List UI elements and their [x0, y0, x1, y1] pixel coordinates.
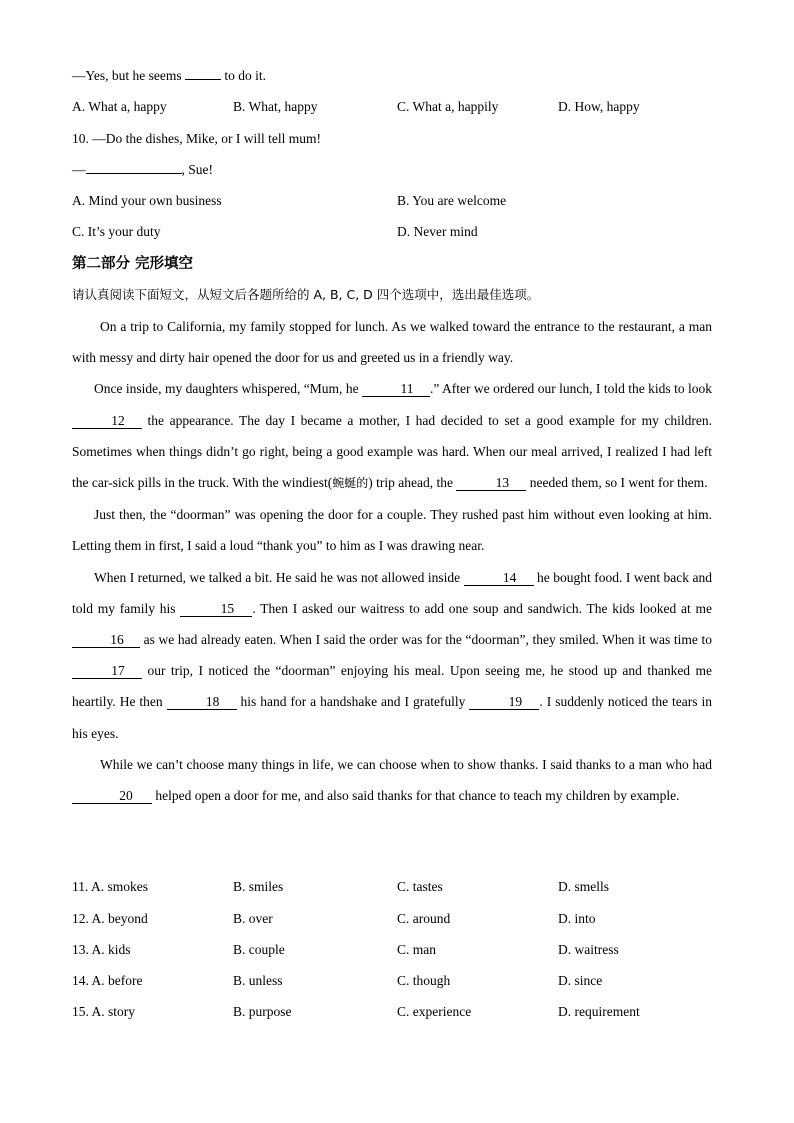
- q9-option-b: B. What, happy: [233, 99, 318, 114]
- q10-prompt: 10. —Do the dishes, Mike, or I will tell mum!: [72, 131, 321, 146]
- passage-paragraph-5: [72, 749, 712, 811]
- q10-reply-prefix: —: [72, 162, 86, 177]
- q10-options-row1: [72, 191, 732, 211]
- q9-blank: [185, 79, 221, 80]
- blank-14: 14: [464, 571, 534, 586]
- p4-text-c: . Then I asked our waitress to add one soup and sandwich. The kids looked at me: [252, 600, 713, 616]
- q10-option-a: A. Mind your own business: [72, 193, 222, 208]
- blank-19: 19: [469, 695, 539, 710]
- q12-option-a: 12. A. beyond: [72, 911, 148, 926]
- q9-option-a: A. What a, happy: [72, 99, 167, 114]
- q10-option-c: C. It’s your duty: [72, 224, 161, 239]
- q12-option-d: D. into: [558, 911, 596, 926]
- q10-option-b: B. You are welcome: [397, 193, 507, 208]
- q10-reply: [72, 160, 213, 180]
- passage-paragraph-4: [72, 562, 712, 749]
- blank-20: 20: [72, 789, 152, 804]
- section-title: 第二部分 完形填空: [72, 256, 194, 272]
- q9-reply: [72, 66, 266, 86]
- q10-reply-suffix: , Sue!: [181, 162, 213, 177]
- p2-text-e: needed them, so I went for them.: [526, 475, 708, 491]
- q14-option-d: D. since: [558, 973, 603, 988]
- blank-16: 16: [72, 633, 140, 648]
- cloze-passage: [72, 311, 712, 811]
- p2-text-d: ) trip ahead, the: [368, 475, 457, 491]
- q10-blank: [86, 173, 182, 174]
- p4-text-d: as we had already eaten. When I said the order was for the “doorman”, they smiled. When it was time to: [140, 632, 712, 648]
- p5-text-a: While we can’t choose many things in life, we can choose when to show thanks. I said thanks to a man who had: [100, 756, 712, 772]
- q13-option-c: C. man: [397, 942, 436, 957]
- question-14-options: [72, 971, 732, 991]
- q9-reply-prefix: —Yes, but he seems: [72, 68, 186, 83]
- p2-text-b: .” After we ordered our lunch, I told the kids to look: [429, 381, 712, 397]
- q12-option-b: B. over: [233, 911, 273, 926]
- q11-option-a: 11. A. smokes: [72, 879, 149, 894]
- p4-text-e: our trip, I noticed the “doorman” enjoying his meal. Upon seeing me, he stood up and thanked me heartily. He then: [72, 663, 712, 710]
- blank-18: 18: [167, 695, 237, 710]
- q14-option-c: C. though: [397, 973, 451, 988]
- blank-13: 13: [456, 476, 526, 491]
- q11-option-c: C. tastes: [397, 879, 443, 894]
- blank-17: 17: [72, 664, 142, 679]
- question-13-options: [72, 940, 732, 960]
- blank-12: 12: [72, 414, 142, 429]
- passage-paragraph-2: [72, 373, 712, 499]
- q14-option-a: 14. A. before: [72, 973, 143, 988]
- q15-option-a: 15. A. story: [72, 1004, 136, 1019]
- p4-text-b: he bought food. I went back and told my family his: [72, 569, 712, 616]
- passage-paragraph-1: On a trip to California, my family stopped for lunch. As we walked toward the entrance to the restaurant, a man with messy and dirty hair opened the door for us and greeted us in a friendly way.: [72, 319, 712, 366]
- q13-option-a: 13. A. kids: [72, 942, 131, 957]
- p2-text-a: Once inside, my daughters whispered, “Mum, he: [94, 381, 362, 397]
- q15-option-c: C. experience: [397, 1004, 472, 1019]
- question-11-options: [72, 877, 732, 897]
- blank-15: 15: [180, 602, 252, 617]
- p2-text-c: the appearance. The day I became a mother, I had decided to set a good example for my children. Sometimes when things didn’t go right, being a good example was hard. When our meal arrived, I realized I had left the car-sick pills in the truck. With the windiest(: [72, 412, 712, 491]
- p4-text-g: . I suddenly noticed the tears in his eyes.: [72, 694, 712, 741]
- q10-options-row2: [72, 222, 732, 242]
- q9-options: [72, 97, 732, 117]
- q9-option-c: C. What a, happily: [397, 99, 499, 114]
- blank-11: 11: [362, 382, 430, 397]
- q15-option-d: D. requirement: [558, 1004, 640, 1019]
- p4-text-a: When I returned, we talked a bit. He said he was not allowed inside: [94, 569, 464, 585]
- q13-option-b: B. couple: [233, 942, 285, 957]
- q10-option-d: D. Never mind: [397, 224, 478, 239]
- q11-option-d: D. smells: [558, 879, 610, 894]
- passage-paragraph-3: Just then, the “doorman” was opening the door for a couple. They rushed past him without even looking at him. Letting them in first, I said a loud “thank you” to him as I was drawing near.: [72, 507, 712, 554]
- p5-text-b: helped open a door for me, and also said thanks for that chance to teach my children by example.: [152, 788, 680, 804]
- q9-reply-suffix: to do it.: [221, 68, 267, 83]
- q14-option-b: B. unless: [233, 973, 283, 988]
- section-instruction: 请认真阅读下面短文，从短文后各题所给的 A, B, C, D 四个选项中，选出最佳选项。: [72, 287, 540, 302]
- q11-option-b: B. smiles: [233, 879, 284, 894]
- p2-chinese-gloss: 蜿蜒的: [332, 476, 369, 491]
- question-15-options: [72, 1002, 732, 1022]
- q13-option-d: D. waitress: [558, 942, 619, 957]
- q9-option-d: D. How, happy: [558, 99, 640, 114]
- p4-text-f: his hand for a handshake and I gratefully: [236, 694, 470, 710]
- question-12-options: [72, 909, 732, 929]
- q15-option-b: B. purpose: [233, 1004, 292, 1019]
- q12-option-c: C. around: [397, 911, 451, 926]
